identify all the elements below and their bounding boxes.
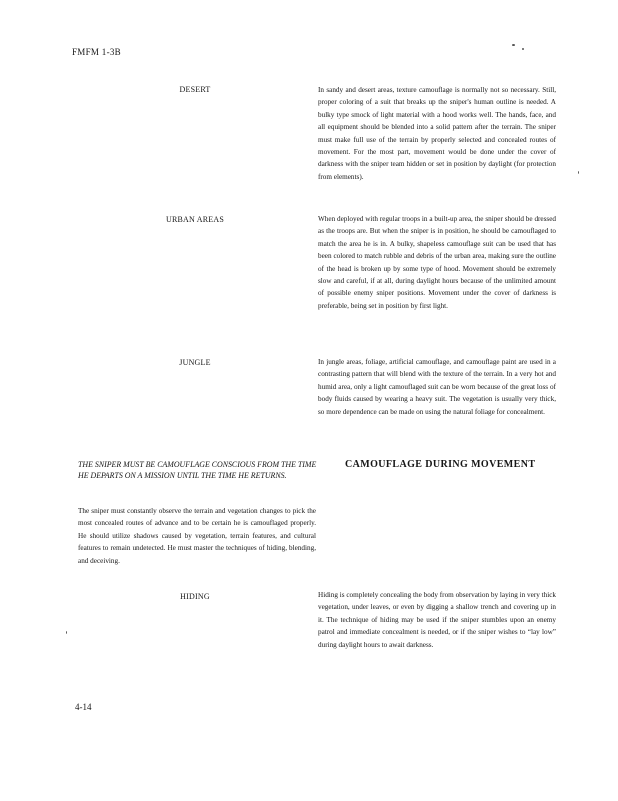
heading-desert: DESERT	[179, 85, 211, 94]
desert-paragraph: In sandy and desert areas, texture camouflage is normally not so necessary. Still, proper coloring of a suit that breaks up the sniper's human outline is needed. A bulky type smock of light material with a hood works well. The hands, face, and all equipment should be blended into a solid pattern after the terrain. The sniper must make full use of the terrain by properly selected and concealed routes of movement. For the most part, movement would be done under the cover of darkness with the sniper team hidden or set in position by daylight (for protection from elements).	[318, 86, 556, 181]
urban-paragraph: When deployed with regular troops in a built-up area, the sniper should be dressed as the troops are. But when the sniper is in position, he should be camouflaged to match the area he is in. A bulky, shapeless camouflage suit can be used that has been colored to match rubble and debris of the urban area, making sure the outline of the head is broken up by some type of hood. Movement should be extremely slow and careful, if at all, during daylight hours because of the unlimited amount of possible enemy sniper positions. Movement under the cover of darkness is preferable, being set in position by first light.	[318, 215, 556, 310]
page-header: FMFM 1-3B	[72, 47, 121, 57]
jungle-paragraph: In jungle areas, foliage, artificial camouflage, and camouflage paint are used in a contrasting pattern that will blend with the texture of the terrain. In a very hot and humid area, only a light camouflaged suit can be worn because of the great loss of body fluids caused by wearing a heavy suit. The vegetation is usually very thick, so more dependence can be made on using the natural foliage for concealment.	[318, 358, 556, 416]
hiding-paragraph: Hiding is completely concealing the body from observation by laying in very thick vegetation, under leaves, or even by digging a shallow trench and covering up in it. The technique of hiding may be used if the sniper stumbles upon an enemy patrol and immediate concealment is needed, or if the sniper wishes to “lay low” during daylight hours to await darkness.	[318, 591, 556, 649]
scan-speck	[512, 44, 515, 46]
heading-hiding: HIDING	[180, 592, 210, 601]
camouflage-conscious-callout: THE SNIPER MUST BE CAMOUFLAGE CONSCIOUS FROM THE TIME HE DEPARTS ON A MISSION UNTIL THE TIME HE RETURNS.	[78, 460, 317, 481]
heading-jungle: JUNGLE	[179, 358, 211, 367]
page-number: 4-14	[75, 702, 92, 712]
heading-urban-areas: URBAN AREAS	[166, 215, 224, 224]
scan-speck	[522, 48, 524, 50]
scan-speck	[66, 631, 67, 634]
movement-intro-paragraph: The sniper must constantly observe the terrain and vegetation changes to pick the most concealed routes of advance and to be certain he is camouflaged properly. He should utilize shadows caused by vegetation, terrain features, and cultural features to remain undetected. He must master the techniques of hiding, blending, and deceiving.	[78, 507, 316, 565]
scan-speck	[578, 171, 579, 174]
heading-camouflage-during-movement: CAMOUFLAGE DURING MOVEMENT	[345, 459, 536, 470]
